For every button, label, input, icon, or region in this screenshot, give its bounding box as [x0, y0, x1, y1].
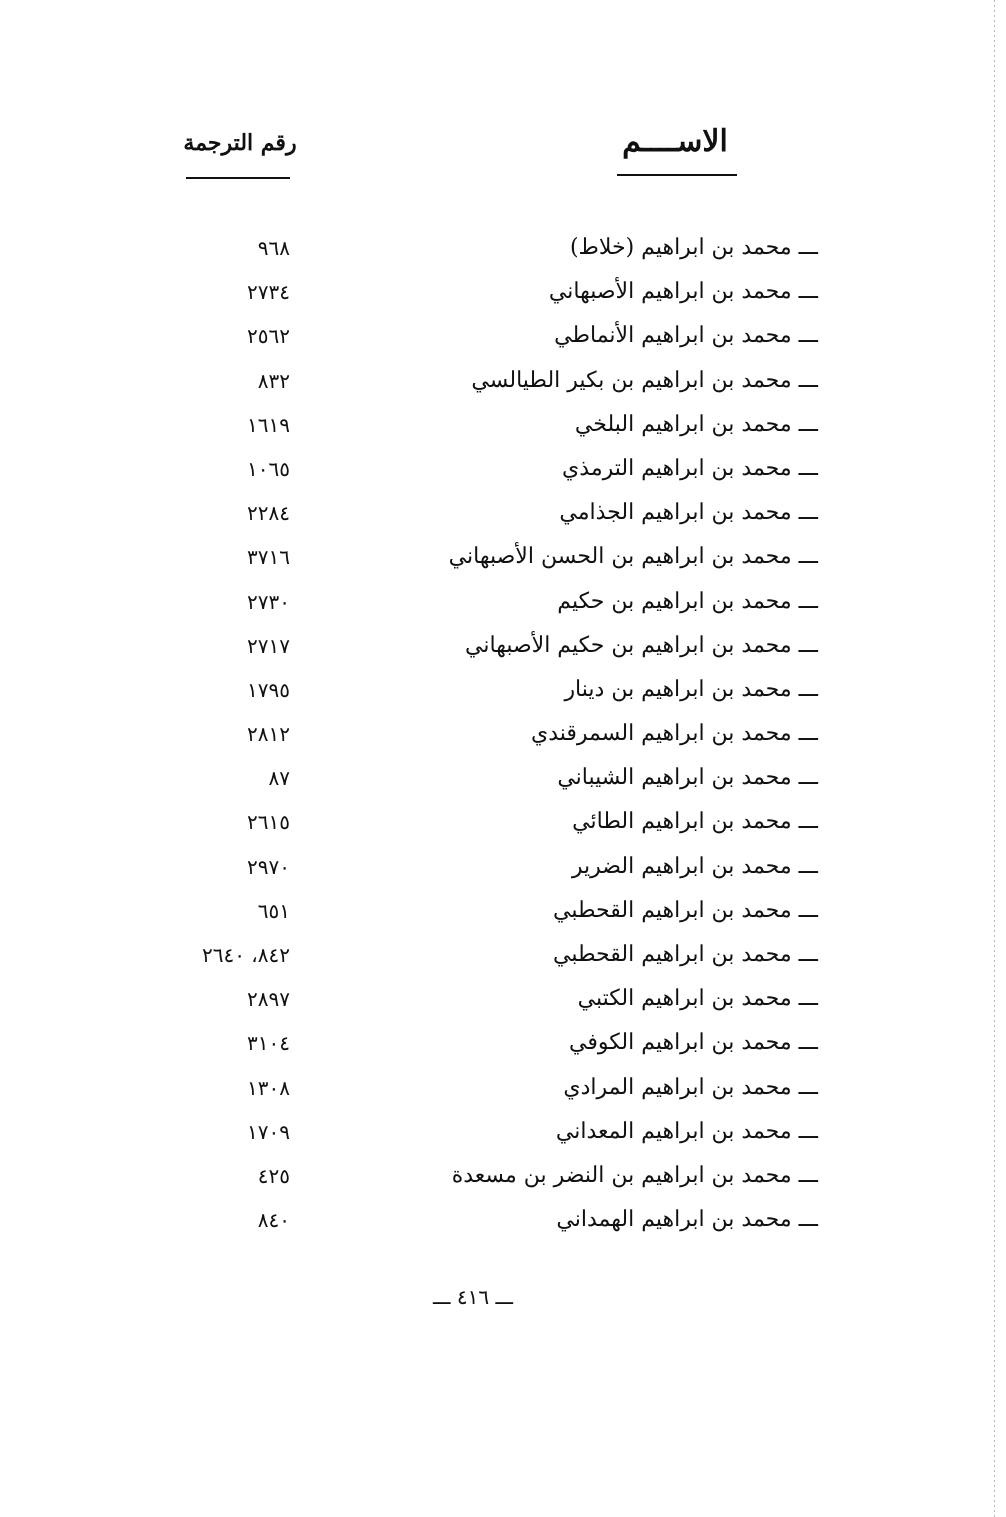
- entry-number: ٢٢٨٤: [247, 501, 290, 526]
- index-entry: [150, 624, 830, 668]
- name-column-header: الاســــم: [622, 124, 728, 159]
- index-entry: [150, 845, 830, 889]
- entry-number: ٣١٠٤: [247, 1031, 290, 1056]
- index-entry: [150, 1066, 830, 1110]
- entry-name: ـــ محمد بن ابراهيم المرادي: [563, 1074, 818, 1100]
- page-edge-line: [994, 0, 995, 1517]
- entry-name: ـــ محمد بن ابراهيم الأنماطي: [554, 323, 818, 349]
- entry-name: ـــ محمد بن ابراهيم الأصبهاني: [548, 279, 818, 305]
- entry-name: ـــ محمد بن ابراهيم بن حكيم: [557, 588, 818, 614]
- entry-name: ـــ محمد بن ابراهيم البلخي: [574, 411, 818, 437]
- index-entry: [150, 1198, 830, 1242]
- index-entry: [150, 800, 830, 844]
- entry-number: ١٣٠٨: [247, 1075, 290, 1100]
- page-number: ـــ ٤١٦ ـــ: [432, 1285, 514, 1309]
- entry-number: ٢٥٦٢: [247, 324, 290, 349]
- index-entry: [150, 668, 830, 712]
- entry-name: ـــ محمد بن ابراهيم بن دينار: [564, 676, 818, 702]
- index-entry: [150, 712, 830, 756]
- entry-number: ٨٧: [268, 766, 290, 791]
- entry-name: ـــ محمد بن ابراهيم السمرقندي: [530, 721, 818, 747]
- entry-name: ـــ محمد بن ابراهيم الجذامي: [559, 500, 818, 526]
- entry-number: ٩٦٨: [257, 236, 290, 260]
- index-entry: [150, 314, 830, 358]
- entry-number: ٦٥١: [257, 898, 290, 923]
- index-entry: [150, 270, 830, 314]
- number-column-header: رقم الترجمة: [183, 130, 297, 156]
- index-entry: [150, 1021, 830, 1065]
- index-entry: [150, 977, 830, 1021]
- index-entry: [150, 226, 830, 270]
- entry-name: ـــ محمد بن ابراهيم بن بكير الطيالسي: [471, 367, 818, 393]
- entry-name: ـــ محمد بن ابراهيم الكوفي: [569, 1030, 818, 1056]
- entry-number: ٢٩٧٠: [247, 854, 290, 879]
- index-entry: [150, 359, 830, 403]
- entry-number: ٨٤٠: [257, 1208, 290, 1233]
- entry-number: ١٧٩٥: [247, 677, 290, 702]
- entry-number: ٨٣٢: [257, 368, 290, 393]
- index-entry: [150, 535, 830, 579]
- entry-number: ٢٧٣٤: [247, 280, 290, 305]
- entry-name: ـــ محمد بن ابراهيم الكتبي: [577, 986, 818, 1012]
- entry-name: ـــ محمد بن ابراهيم بن النضر بن مسعدة: [451, 1162, 818, 1188]
- entry-name: ـــ محمد بن ابراهيم القحطبي: [553, 942, 818, 967]
- index-entry: [150, 403, 830, 447]
- entry-number: ١٦١٩: [247, 412, 290, 437]
- number-column-header-underline: [186, 177, 290, 179]
- entry-number: ٤٢٥: [257, 1163, 290, 1188]
- entry-number: ١٧٠٩: [247, 1119, 290, 1144]
- index-entry: [150, 756, 830, 800]
- index-entry-list: [150, 226, 830, 1242]
- index-entry: [150, 580, 830, 624]
- entry-name: ـــ محمد بن ابراهيم (خلاط): [569, 235, 818, 260]
- entry-number: ٣٧١٦: [247, 545, 290, 570]
- entry-name: ـــ محمد بن ابراهيم الضرير: [571, 853, 818, 879]
- entry-name: ـــ محمد بن ابراهيم القحطبي: [553, 897, 818, 923]
- entry-number: ٢٧٣٠: [247, 589, 290, 614]
- entry-number: ٢٧١٧: [247, 633, 290, 658]
- index-entry: [150, 447, 830, 491]
- entry-name: ـــ محمد بن ابراهيم الهمداني: [556, 1207, 818, 1233]
- index-entry: [150, 933, 830, 977]
- entry-name: ـــ محمد بن ابراهيم الطائي: [572, 809, 818, 835]
- index-entry: [150, 1110, 830, 1154]
- entry-name: ـــ محمد بن ابراهيم الشيباني: [557, 765, 818, 791]
- entry-number: ١٠٦٥: [247, 456, 290, 481]
- name-column-header-underline: [617, 174, 737, 176]
- entry-name: ـــ محمد بن ابراهيم المعداني: [555, 1118, 818, 1144]
- entry-name: ـــ محمد بن ابراهيم بن الحسن الأصبهاني: [448, 544, 818, 570]
- index-entry: [150, 889, 830, 933]
- entry-number: ٨٤٢، ٢٦٤٠: [201, 943, 290, 967]
- entry-name: ـــ محمد بن ابراهيم الترمذي: [562, 455, 818, 481]
- index-entry: [150, 1154, 830, 1198]
- entry-number: ٢٨١٢: [247, 722, 290, 747]
- index-entry: [150, 491, 830, 535]
- entry-number: ٢٨٩٧: [247, 987, 290, 1012]
- entry-number: ٢٦١٥: [247, 810, 290, 835]
- entry-name: ـــ محمد بن ابراهيم بن حكيم الأصبهاني: [465, 632, 818, 658]
